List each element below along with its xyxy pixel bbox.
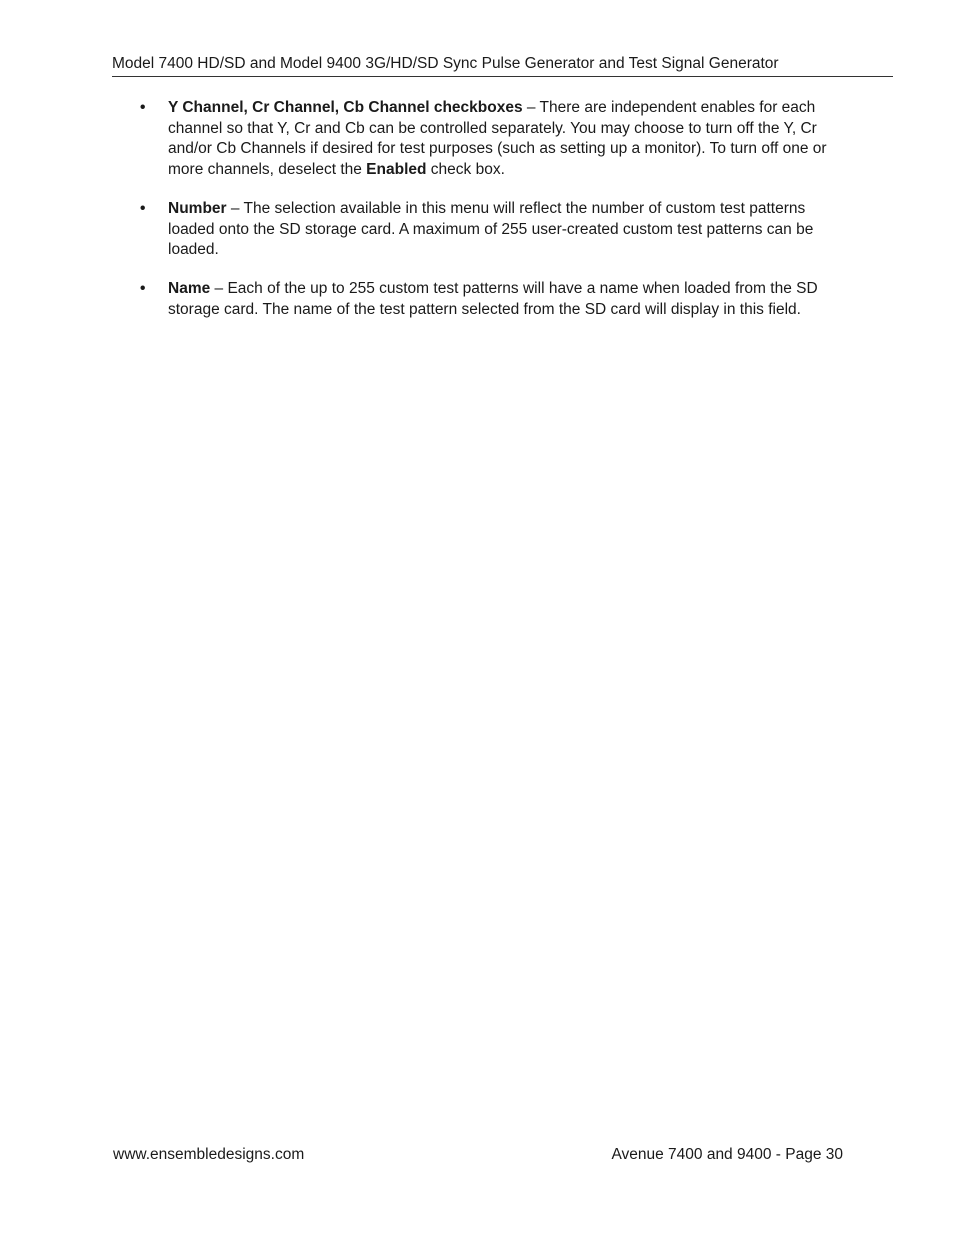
footer-website: www.ensembledesigns.com <box>113 1146 305 1163</box>
bullet-text: – The selection available in this menu will reflect the number of custom test patterns loaded onto the SD storage card. A maximum of 255 user-created custom test patterns can be loaded. <box>168 200 814 258</box>
bullet-marker: • <box>140 200 146 217</box>
bullet-item-name <box>140 279 844 320</box>
page-header-title: Model 7400 HD/SD and Model 9400 3G/HD/SD Sync Pulse Generator and Test Signal Generator <box>112 55 779 72</box>
bullet-term: Y Channel, Cr Channel, Cb Channel checkboxes <box>168 99 523 116</box>
bullet-text: – Each of the up to 255 custom test patterns will have a name when loaded from the SD storage card. The name of the test pattern selected from the SD card will display in this field. <box>168 280 818 318</box>
bullet-item-number <box>140 199 844 261</box>
bullet-text: – There are independent enables for each channel so that Y, Cr and Cb can be controlled separately. You may choose to turn off the Y, Cr and/or Cb Channels if desired for test purposes (such as setting up a monitor). To turn off one or more channels, deselect the <box>168 99 827 178</box>
bullet-marker: • <box>140 99 146 116</box>
bullet-text-end: check box. <box>426 160 505 178</box>
header-divider <box>112 76 893 77</box>
footer-page-label: Avenue 7400 and 9400 - Page 30 <box>611 1146 843 1163</box>
bullet-term: Name <box>168 280 211 297</box>
bullet-term: Number <box>168 200 227 217</box>
bullet-item-channel-checkboxes <box>140 98 844 180</box>
bullet-emphasis: Enabled <box>366 160 427 178</box>
bullet-marker: • <box>140 280 146 297</box>
